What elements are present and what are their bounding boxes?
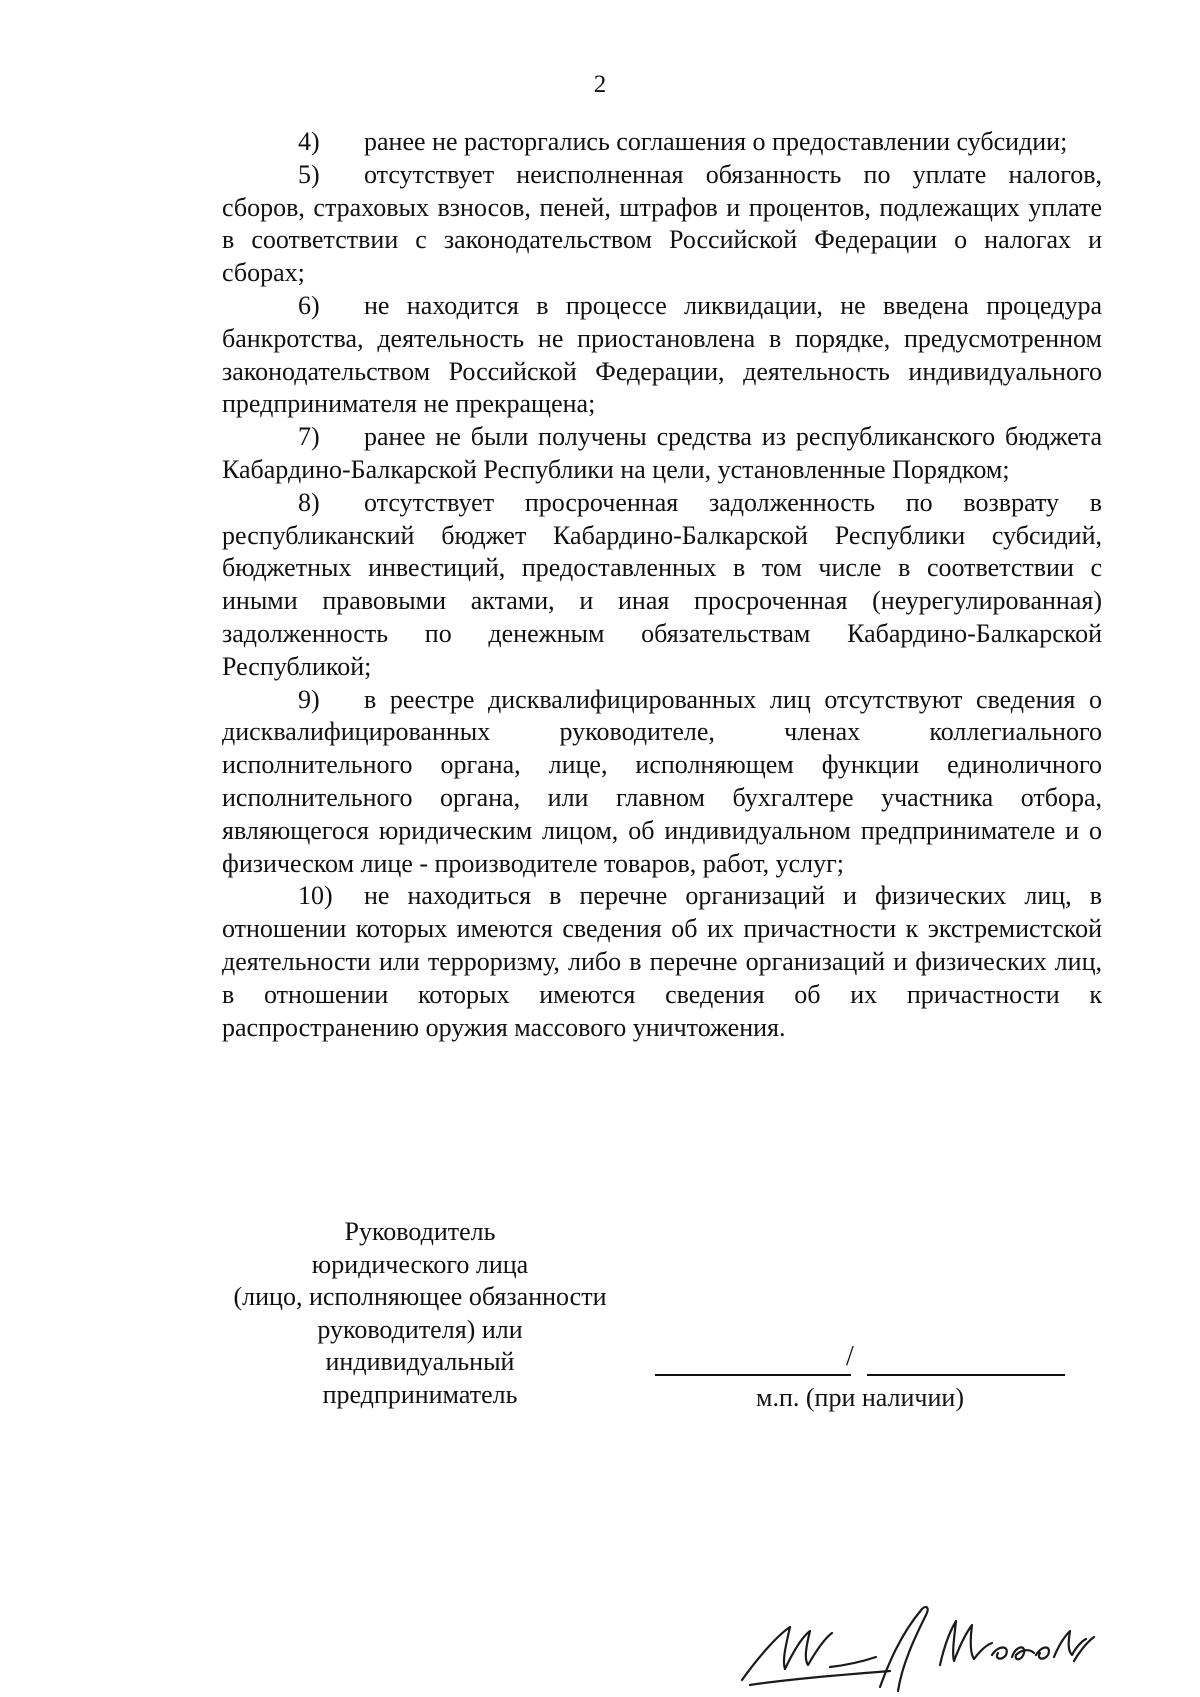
clause-number: 5) bbox=[298, 159, 320, 189]
clause-7 bbox=[222, 421, 1102, 487]
clause-text: ранее не были получены средства из республиканского бюджета Кабардино-Балкарской Республики на цели, установленные Порядком; bbox=[222, 422, 1102, 484]
clause-8 bbox=[222, 487, 1102, 684]
stamp-note: м.п. (при наличии) bbox=[756, 1383, 964, 1412]
clause-text: отсутствует неисполненная обязанность по уплате налогов, сборов, страховых взносов, пеней, штрафов и процентов, подлежащих уплате в соответствии с законодательством Российской Федерации о налогах и сборах; bbox=[222, 159, 1102, 288]
clause-number: 8) bbox=[298, 487, 320, 517]
name-line bbox=[867, 1374, 1065, 1376]
signatory-role bbox=[200, 1216, 640, 1411]
clause-text: отсутствует просроченная задолженность по возврату в республиканский бюджет Кабардино-Балкарской Республики субсидий, бюджетных инвестиций, предоставленных в том числе в соответствии с иными правовыми актами, и иная просроченная (неурегулированная) задолженность по денежным обязательствам Кабардино-Балкарской Республикой; bbox=[222, 487, 1102, 681]
clause-text: в реестре дисквалифицированных лиц отсутствуют сведения о дисквалифицированных руководителе, членах коллегиального исполнительного органа, лице, исполняющем функции единоличного исполнительного органа, или главном бухгалтере участника отбора, являющегося юридическим лицом, об индивидуальном предпринимателе и о физическом лице - производителе товаров, работ, услуг; bbox=[222, 684, 1102, 878]
clause-text: не находиться в перечне организаций и физических лиц, в отношении которых имеются сведения об их причастности к экстремистской деятельности или терроризму, либо в перечне организаций и физических лиц, в отношении которых имеются сведения об их причастности к распространению оружия массового уничтожения. bbox=[222, 881, 1102, 1042]
role-line: Руководитель bbox=[344, 1217, 496, 1246]
clause-number: 7) bbox=[298, 422, 320, 452]
clause-number: 4) bbox=[298, 127, 320, 156]
handwritten-signature bbox=[730, 1595, 1100, 1695]
role-line: юридического лица bbox=[311, 1249, 529, 1279]
role-line: индивидуальный bbox=[325, 1347, 515, 1376]
signature-scribble bbox=[730, 1595, 1100, 1695]
clause-number: 9) bbox=[298, 684, 320, 714]
clause-6 bbox=[222, 290, 1102, 421]
role-line: руководителя) или bbox=[317, 1314, 523, 1344]
clause-text: не находится в процессе ликвидации, не введена процедура банкротства, деятельность не приостановлена в порядке, предусмотренном законодательством Российской Федерации, деятельность индивидуального предпринимателя не прекращена; bbox=[222, 290, 1102, 419]
clause-number: 10) bbox=[298, 881, 333, 911]
clause-list bbox=[222, 126, 1102, 1044]
clause-text: ранее не расторгались соглашения о предоставлении субсидии; bbox=[364, 127, 1068, 156]
signature-line bbox=[655, 1374, 851, 1376]
clause-4 bbox=[222, 126, 1102, 159]
role-line: (лицо, исполняющее обязанности bbox=[233, 1282, 607, 1311]
role-line: предприниматель bbox=[322, 1379, 518, 1409]
clause-number: 6) bbox=[298, 290, 320, 320]
signature-separator: / bbox=[846, 1341, 854, 1372]
clause-5 bbox=[222, 159, 1102, 290]
page-number: 2 bbox=[593, 71, 607, 98]
clause-10 bbox=[222, 880, 1102, 1044]
clause-9 bbox=[222, 684, 1102, 881]
